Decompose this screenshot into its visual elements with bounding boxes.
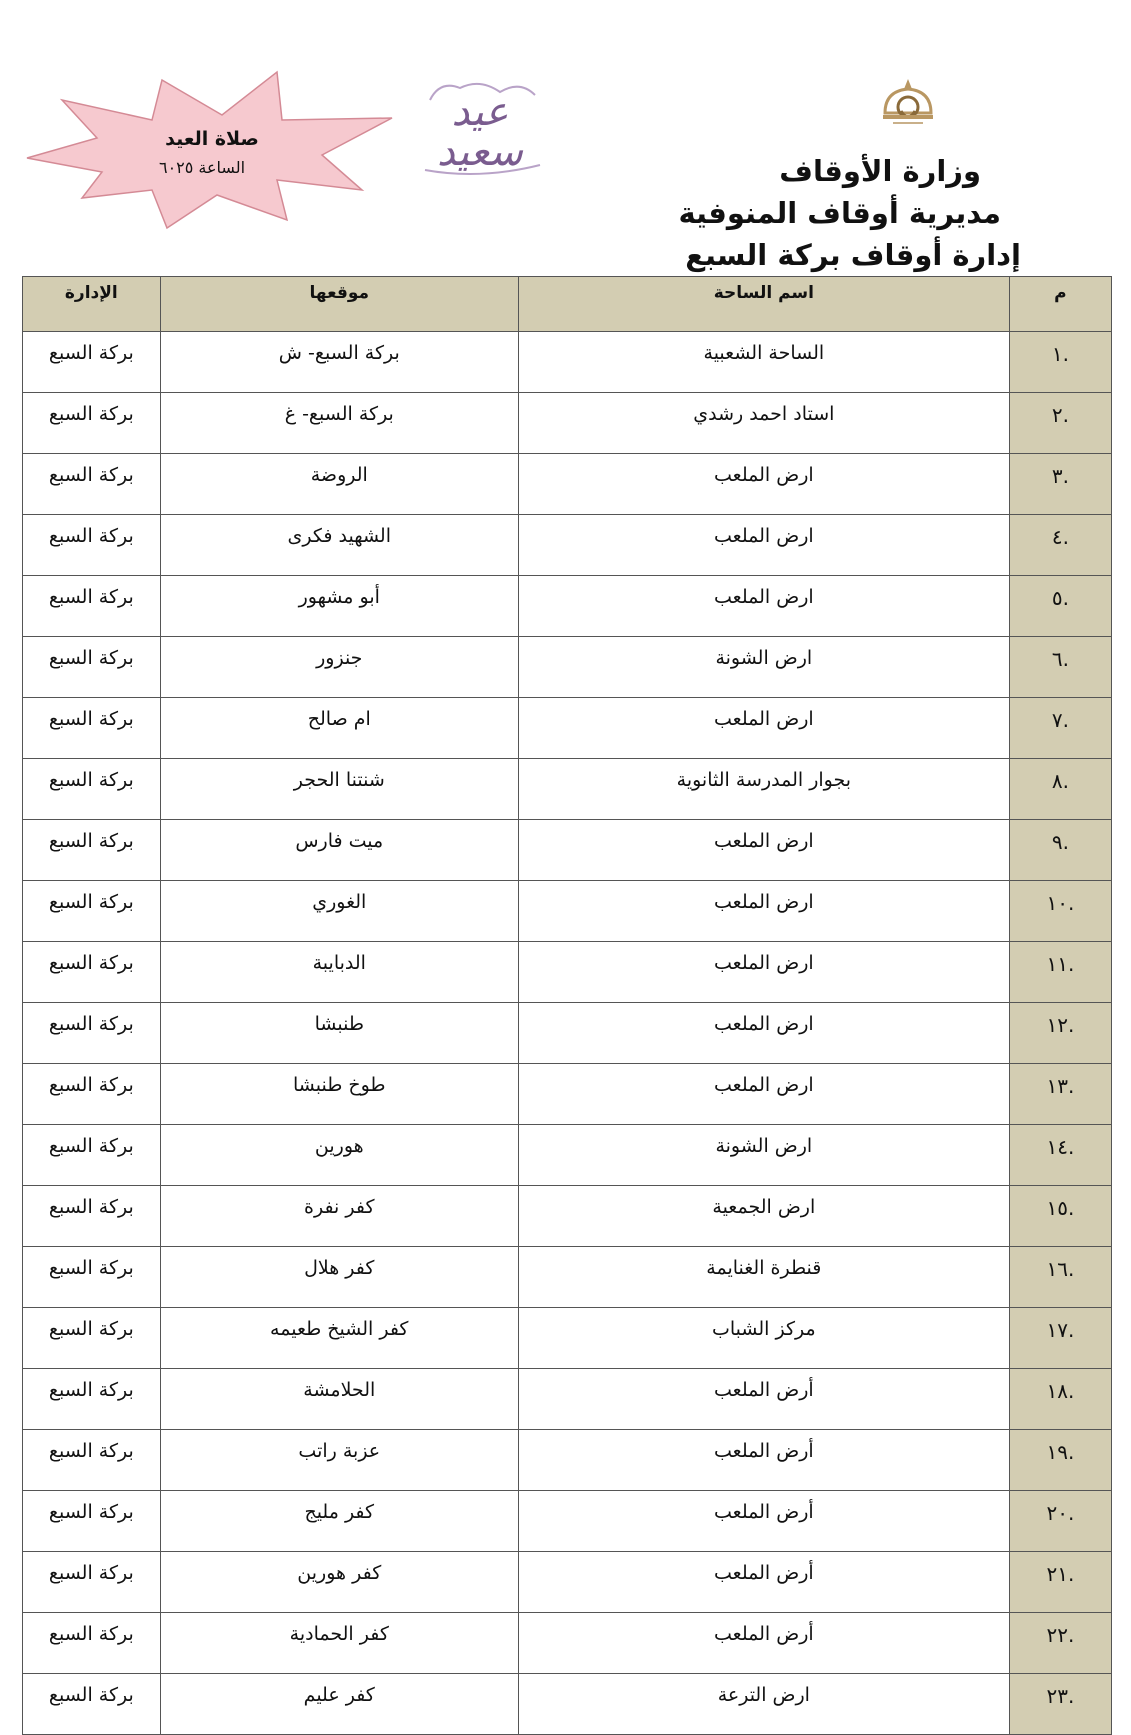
cell-number: .٢١ [1009, 1552, 1111, 1613]
cell-name: ارض الملعب [518, 1003, 1009, 1064]
prayer-locations-table [22, 276, 1112, 1735]
cell-number: .٣ [1009, 454, 1111, 515]
cell-admin: بركة السبع [23, 332, 161, 393]
table-row [23, 698, 1112, 759]
table-row [23, 1003, 1112, 1064]
cell-number: .١٦ [1009, 1247, 1111, 1308]
table-row [23, 1247, 1112, 1308]
cell-location: طوخ طنبشا [160, 1064, 518, 1125]
table-row [23, 515, 1112, 576]
cell-number: .٢٠ [1009, 1491, 1111, 1552]
header-admin: الإدارة [23, 277, 161, 332]
cell-number: .١٣ [1009, 1064, 1111, 1125]
cell-name: ارض الملعب [518, 698, 1009, 759]
table-row [23, 759, 1112, 820]
cell-location: الشهيد فكرى [160, 515, 518, 576]
table-row [23, 393, 1112, 454]
cell-location: ام صالح [160, 698, 518, 759]
cell-name: ارض الشونة [518, 637, 1009, 698]
cell-admin: بركة السبع [23, 1186, 161, 1247]
table-row [23, 1064, 1112, 1125]
cell-number: .٨ [1009, 759, 1111, 820]
table-row [23, 1186, 1112, 1247]
table-row [23, 332, 1112, 393]
cell-admin: بركة السبع [23, 1003, 161, 1064]
table-row [23, 1430, 1112, 1491]
table-header-row [23, 277, 1112, 332]
cell-location: كفر عليم [160, 1674, 518, 1735]
header-number: م [1009, 277, 1111, 332]
cell-admin: بركة السبع [23, 1369, 161, 1430]
cell-number: .٢٣ [1009, 1674, 1111, 1735]
cell-name: أرض الملعب [518, 1552, 1009, 1613]
cell-number: .١ [1009, 332, 1111, 393]
cell-number: .١١ [1009, 942, 1111, 1003]
cell-location: شنتنا الحجر [160, 759, 518, 820]
cell-admin: بركة السبع [23, 454, 161, 515]
cell-location: جنزور [160, 637, 518, 698]
cell-name: أرض الملعب [518, 1491, 1009, 1552]
cell-location: كفر الحمادية [160, 1613, 518, 1674]
cell-location: بركة السبع- ش [160, 332, 518, 393]
cell-admin: بركة السبع [23, 1247, 161, 1308]
cell-name: أرض الملعب [518, 1613, 1009, 1674]
cell-name: ارض الملعب [518, 515, 1009, 576]
cell-location: ميت فارس [160, 820, 518, 881]
cell-name: ارض الملعب [518, 820, 1009, 881]
cell-number: .١٥ [1009, 1186, 1111, 1247]
table-row [23, 1613, 1112, 1674]
table-row [23, 1552, 1112, 1613]
cell-location: كفر مليج [160, 1491, 518, 1552]
cell-name: ارض الجمعية [518, 1186, 1009, 1247]
table-row [23, 881, 1112, 942]
cell-location: الروضة [160, 454, 518, 515]
cell-location: الدبايبة [160, 942, 518, 1003]
cell-admin: بركة السبع [23, 393, 161, 454]
table-body [23, 332, 1112, 1735]
cell-admin: بركة السبع [23, 1552, 161, 1613]
table-row [23, 1674, 1112, 1735]
cell-location: كفر هورين [160, 1552, 518, 1613]
table-row [23, 942, 1112, 1003]
cell-number: .١٠ [1009, 881, 1111, 942]
cell-admin: بركة السبع [23, 1125, 161, 1186]
cell-admin: بركة السبع [23, 637, 161, 698]
cell-location: طنبشا [160, 1003, 518, 1064]
cell-location: كفر نفرة [160, 1186, 518, 1247]
eid-greeting-art [410, 70, 550, 180]
table-row [23, 820, 1112, 881]
cell-number: .٥ [1009, 576, 1111, 637]
cell-admin: بركة السبع [23, 698, 161, 759]
cell-name: مركز الشباب [518, 1308, 1009, 1369]
cell-admin: بركة السبع [23, 1430, 161, 1491]
cell-location: هورين [160, 1125, 518, 1186]
cell-name: أرض الملعب [518, 1369, 1009, 1430]
cell-name: استاد احمد رشدي [518, 393, 1009, 454]
cell-number: .٢ [1009, 393, 1111, 454]
cell-admin: بركة السبع [23, 759, 161, 820]
table-row [23, 637, 1112, 698]
cell-name: بجوار المدرسة الثانوية [518, 759, 1009, 820]
cell-location: عزبة راتب [160, 1430, 518, 1491]
cell-number: .١٩ [1009, 1430, 1111, 1491]
greeting-line1: عيد [451, 89, 509, 135]
cell-number: .٦ [1009, 637, 1111, 698]
cell-name: ارض الملعب [518, 881, 1009, 942]
cell-name: ارض الملعب [518, 454, 1009, 515]
cell-admin: بركة السبع [23, 881, 161, 942]
cell-admin: بركة السبع [23, 1613, 161, 1674]
table-row [23, 1491, 1112, 1552]
cell-number: .١٢ [1009, 1003, 1111, 1064]
table-row [23, 454, 1112, 515]
cell-name: أرض الملعب [518, 1430, 1009, 1491]
badge-title: صلاة العيد [165, 128, 259, 150]
header-name: اسم الساحة [518, 277, 1009, 332]
header-line-administration: إدارة أوقاف بركة السبع [685, 238, 1021, 272]
badge-time: الساعة ٦٠٢٥ [158, 158, 246, 177]
cell-name: الساحة الشعبية [518, 332, 1009, 393]
cell-name: قنطرة الغنايمة [518, 1247, 1009, 1308]
cell-name: ارض الملعب [518, 1064, 1009, 1125]
cell-location: أبو مشهور [160, 576, 518, 637]
header-line-directorate: مديرية أوقاف المنوفية [678, 196, 1001, 230]
cell-name: ارض الملعب [518, 942, 1009, 1003]
cell-admin: بركة السبع [23, 1674, 161, 1735]
cell-admin: بركة السبع [23, 576, 161, 637]
cell-location: الحلامشة [160, 1369, 518, 1430]
cell-number: .٢٢ [1009, 1613, 1111, 1674]
greeting-line2: سعيد [437, 129, 523, 175]
cell-number: .١٧ [1009, 1308, 1111, 1369]
table-row [23, 1369, 1112, 1430]
ministry-header [678, 150, 1021, 276]
cell-admin: بركة السبع [23, 942, 161, 1003]
eid-prayer-badge [22, 70, 402, 230]
cell-admin: بركة السبع [23, 1064, 161, 1125]
cell-location: بركة السبع- غ [160, 393, 518, 454]
cell-location: كفر الشيخ طعيمه [160, 1308, 518, 1369]
ministry-logo-icon [873, 75, 943, 145]
cell-admin: بركة السبع [23, 1491, 161, 1552]
cell-number: .٧ [1009, 698, 1111, 759]
cell-admin: بركة السبع [23, 1308, 161, 1369]
cell-location: كفر هلال [160, 1247, 518, 1308]
header-location: موقعها [160, 277, 518, 332]
cell-name: ارض الشونة [518, 1125, 1009, 1186]
cell-name: ارض الترعة [518, 1674, 1009, 1735]
table-row [23, 1125, 1112, 1186]
cell-number: .٩ [1009, 820, 1111, 881]
table-row [23, 1308, 1112, 1369]
cell-number: .١٤ [1009, 1125, 1111, 1186]
cell-number: .٤ [1009, 515, 1111, 576]
table-row [23, 576, 1112, 637]
header-line-ministry: وزارة الأوقاف [779, 154, 981, 188]
cell-location: الغوري [160, 881, 518, 942]
cell-admin: بركة السبع [23, 820, 161, 881]
cell-admin: بركة السبع [23, 515, 161, 576]
cell-name: ارض الملعب [518, 576, 1009, 637]
cell-number: .١٨ [1009, 1369, 1111, 1430]
